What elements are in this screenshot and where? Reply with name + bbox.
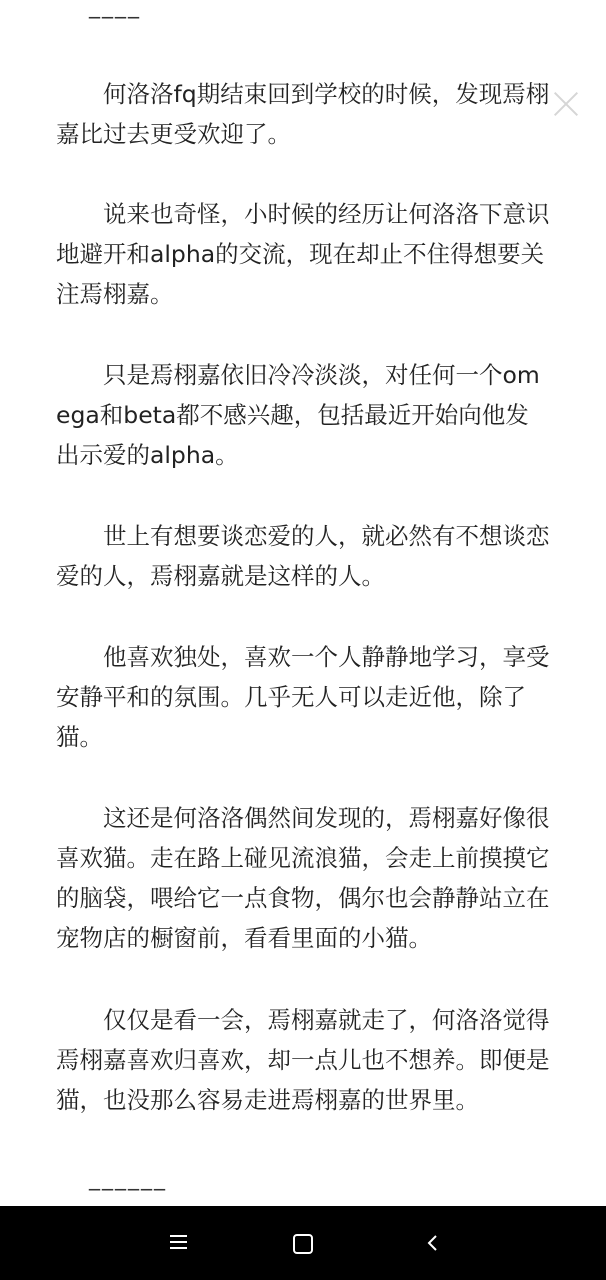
home-icon[interactable] (293, 1234, 313, 1254)
paragraph-7: 仅仅是看一会，焉栩嘉就走了，何洛洛觉得焉栩嘉喜欢归喜欢，却一点儿也不想养。即便是猫，也没那么容易走进焉栩嘉的世界里。 (56, 1006, 550, 1114)
system-navigation-bar (0, 1206, 606, 1280)
paragraph-1: 何洛洛fq期结束回到学校的时候，发现焉栩嘉比过去更受欢迎了。 (56, 80, 550, 148)
paragraph-3: 只是焉栩嘉依旧冷冷淡淡，对任何一个omega和beta都不感兴趣，包括最近开始向他发出示爱的alpha。 (56, 361, 540, 469)
paragraph-6: 这还是何洛洛偶然间发现的，焉栩嘉好像很喜欢猫。走在路上碰见流浪猫，会走上前摸摸它的脑袋，喂给它一点食物，偶尔也会静静站立在宠物店的橱窗前，看看里面的小猫。 (56, 804, 550, 952)
paragraph-2: 说来也奇怪，小时候的经历让何洛洛下意识地避开和alpha的交流，现在却止不住得想要关注焉栩嘉。 (56, 200, 550, 308)
paragraph-4: 世上有想要谈恋爱的人，就必然有不想谈恋爱的人，焉栩嘉就是这样的人。 (56, 522, 550, 590)
paragraph-5: 他喜欢独处，喜欢一个人静静地学习，享受安静平和的氛围。几乎无人可以走近他，除了猫。 (56, 643, 550, 751)
close-icon[interactable] (548, 86, 584, 122)
back-icon[interactable] (424, 1234, 442, 1252)
menu-icon[interactable] (170, 1235, 187, 1249)
section-divider-bottom: ______ (89, 1166, 167, 1191)
section-divider-top: ____ (89, 0, 141, 19)
